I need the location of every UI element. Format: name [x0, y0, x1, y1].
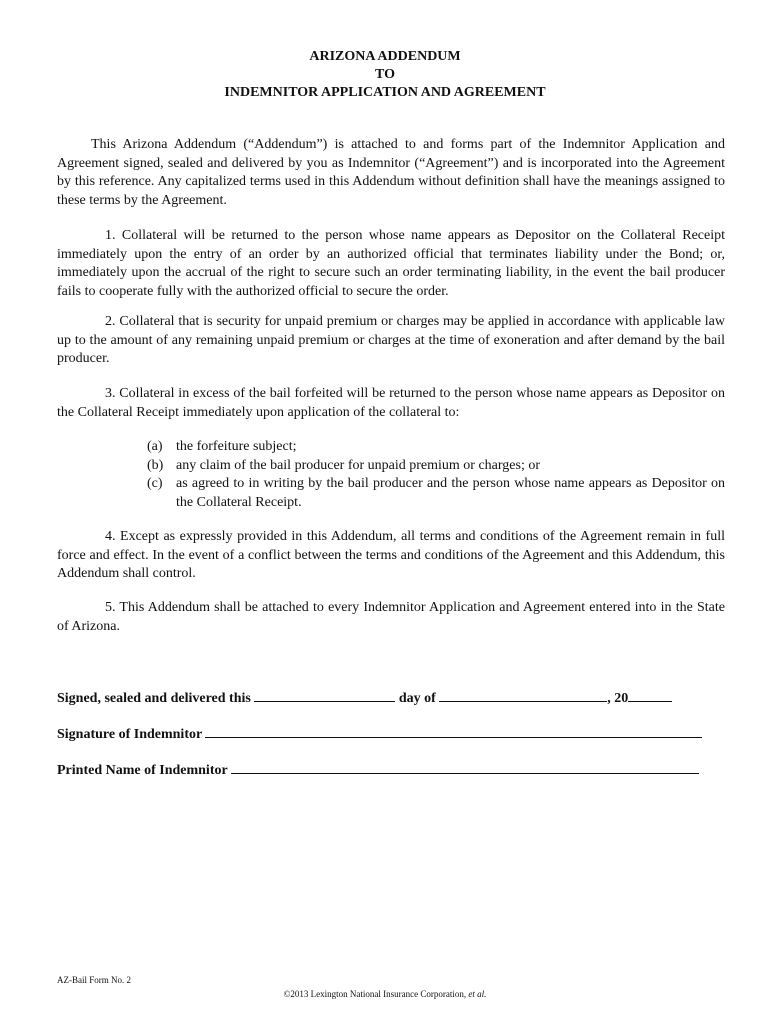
- list-item-a: [147, 438, 725, 457]
- collateral-application-list: [147, 438, 725, 512]
- title-line-3: INDEMNITOR APPLICATION AND AGREEMENT: [224, 85, 546, 100]
- section-5-paragraph: 5. This Addendum shall be attached to every Indemnitor Application and Agreement entered into in the State of Arizona.: [57, 600, 725, 634]
- list-item-text: as agreed to in writing by the bail producer and the person whose name appears as Depositor on the Collateral Receipt.: [176, 476, 725, 510]
- list-item-text: any claim of the bail producer for unpaid premium or charges; or: [176, 457, 541, 473]
- year-prefix-label: , 20: [607, 691, 629, 706]
- day-of-label: day of: [398, 691, 436, 706]
- list-item-b: [147, 457, 725, 476]
- year-blank-field[interactable]: [628, 688, 672, 702]
- copyright-notice: [0, 989, 770, 999]
- signature-blank-field[interactable]: [205, 724, 702, 738]
- signed-label: Signed, sealed and delivered this: [57, 691, 251, 706]
- copyright-etal: et al.: [468, 989, 487, 999]
- form-number: AZ-Bail Form No. 2: [57, 975, 131, 985]
- list-item-c: [147, 475, 725, 512]
- signed-delivered-line: [57, 688, 672, 708]
- printed-name-label: Printed Name of Indemnitor: [57, 763, 228, 778]
- section-3-paragraph: 3. Collateral in excess of the bail forfeited will be returned to the person whose name appears as Depositor on the Collateral Receipt immediately upon application of the collateral to:: [57, 386, 725, 420]
- copyright-text: ©2013 Lexington National Insurance Corporation,: [283, 989, 469, 999]
- intro-paragraph: This Arizona Addendum (“Addendum”) is attached to and forms part of the Indemnitor Application and Agreement signed, sealed and delivered by you as Indemnitor (“Agreement”) and is incorporated into the Agreement by this reference. Any capitalized terms used in this Addendum without definition shall have the meanings assigned to these terms by the Agreement.: [57, 137, 725, 208]
- section-2-paragraph: 2. Collateral that is security for unpaid premium or charges may be applied in accordance with applicable law up to the amount of any remaining unpaid premium or charges at the time of exoneration and after demand by the bail producer.: [57, 314, 725, 366]
- section-1-paragraph: 1. Collateral will be returned to the person whose name appears as Depositor on the Collateral Receipt immediately upon the entry of an order by an authorized official that terminates liability under the Bond; or, immediately upon the accrual of the right to secure such an order terminating liability, in the event the bail producer fails to cooperate fully with the authorized official to secure the order.: [57, 228, 725, 299]
- list-marker: (c): [147, 476, 163, 491]
- list-marker: (b): [147, 457, 164, 473]
- day-blank-field[interactable]: [254, 688, 395, 702]
- title-line-2: TO: [375, 67, 395, 82]
- signature-label: Signature of Indemnitor: [57, 727, 202, 742]
- list-marker: (a): [147, 439, 163, 454]
- printed-name-blank-field[interactable]: [231, 760, 699, 774]
- title-line-1: ARIZONA ADDENDUM: [309, 49, 461, 64]
- list-item-text: the forfeiture subject;: [176, 439, 297, 454]
- signature-line: [57, 724, 702, 744]
- month-blank-field[interactable]: [439, 688, 607, 702]
- section-4-paragraph: 4. Except as expressly provided in this Addendum, all terms and conditions of the Agreement remain in full force and effect. In the event of a conflict between the terms and conditions of the Agreement and this Addendum, this Addendum shall control.: [57, 529, 725, 581]
- printed-name-line: [57, 760, 699, 780]
